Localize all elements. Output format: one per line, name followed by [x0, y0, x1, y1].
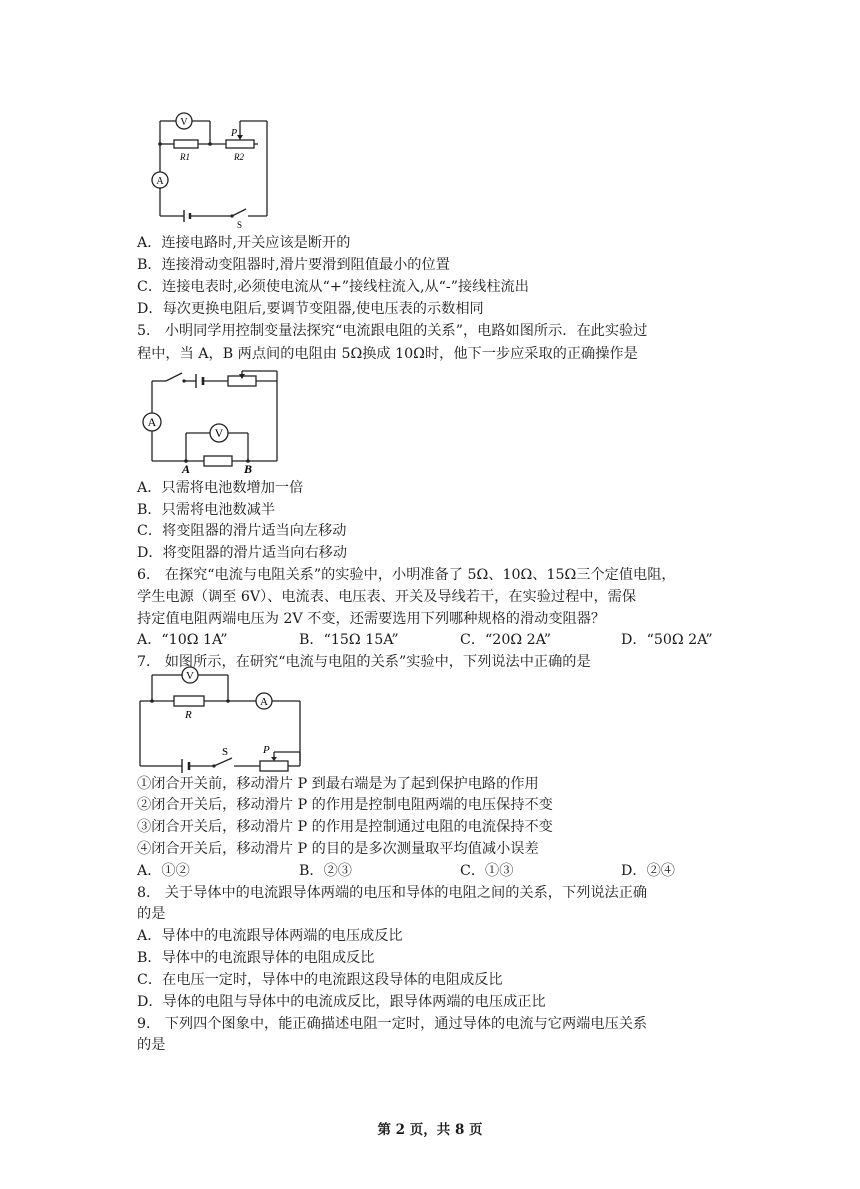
q4-ammeter-label: A: [156, 176, 164, 187]
q5-ammeter-label: A: [147, 415, 157, 429]
q7-resistor-label: R: [185, 709, 192, 721]
q4-voltmeter-label: V: [180, 117, 188, 128]
q5-option-b: B．只需将电池数减半: [137, 502, 276, 518]
q4-switch-label: S: [237, 220, 243, 228]
q4-option-d: D．每次更换电阻后,要调节变阻器,使电压表的示数相同: [137, 301, 484, 317]
q4-circuit-diagram: [150, 108, 280, 228]
q8-option-d: D．导体的电阻与导体中的电流成反比，跟导体两端的电压成正比: [137, 994, 546, 1010]
q8-stem-line-1: 8． 关于导体中的电流跟导体两端的电压和导体的电阻之间的关系，下列说法正确: [137, 885, 648, 901]
q8-option-a: A．导体中的电流跟导体两端的电压成反比: [137, 928, 403, 944]
q4-option-b: B．连接滑动变阻器时,滑片要滑到阻值最小的位置: [137, 257, 450, 273]
q5-option-c: C．将变阻器的滑片适当向左移动: [137, 523, 347, 539]
page-footer: 第 2 页，共 8 页: [377, 1122, 483, 1138]
q6-option-b: B．“15Ω 15A”: [299, 632, 399, 648]
q5-point-b-label: B: [244, 462, 253, 475]
q6-option-d: D．“50Ω 2A”: [621, 632, 713, 648]
q5-stem-line-2: 程中，当 A，B 两点间的电阻由 5Ω换成 10Ω时，他下一步应采取的正确操作是: [137, 346, 638, 362]
q9-stem-line-2: 的是: [137, 1037, 166, 1053]
q7-statement-1: ①闭合开关前，移动滑片 P 到最右端是为了起到保护电路的作用: [137, 776, 539, 792]
q6-stem-line-3: 持定值电阻两端电压为 2V 不变，还需要选用下列哪种规格的滑动变阻器？: [137, 611, 606, 627]
q4-option-a: A．连接电路时,开关应该是断开的: [137, 235, 351, 251]
q7-slider-label: P: [263, 744, 270, 756]
q7-statement-3: ③闭合开关后，移动滑片 P 的作用是控制通过电阻的电流保持不变: [137, 819, 553, 835]
q5-point-a-label: A: [182, 462, 191, 475]
q7-circuit-diagram: [138, 665, 308, 775]
q4-option-c: C．连接电表时,必须使电流从“+”接线柱流入,从“-”接线柱流出: [137, 279, 529, 295]
q7-ammeter-label: A: [260, 696, 268, 708]
q8-option-c: C．在电压一定时，导体中的电流跟这段导体的电阻成反比: [137, 972, 503, 988]
q6-stem-line-2: 学生电源（调至 6V）、电流表、电压表、开关及导线若干，在实验过程中，需保: [137, 589, 637, 605]
q7-option-a: A．①②: [137, 863, 190, 879]
q8-option-b: B．导体中的电流跟导体的电阻成反比: [137, 950, 375, 966]
q6-option-c: C．“20Ω 2A”: [460, 632, 552, 648]
q7-voltmeter-label: V: [186, 670, 194, 682]
q7-option-b: B．②③: [299, 863, 352, 879]
q5-stem-line-1: 5． 小明同学用控制变量法探究“电流跟电阻的关系”，电路如图所示．在此实验过: [137, 323, 648, 339]
q4-r1-label: R1: [180, 152, 190, 162]
q8-stem-line-2: 的是: [137, 906, 166, 922]
q4-slider-label: P: [231, 128, 238, 139]
q7-stem: 7． 如图所示，在研究“电流与电阻的关系”实验中，下列说法中正确的是: [137, 654, 591, 670]
q7-statement-2: ②闭合开关后，移动滑片 P 的作用是控制电阻两端的电压保持不变: [137, 797, 553, 813]
q9-stem-line-1: 9． 下列四个图象中，能正确描述电阻一定时，通过导体的电流与它两端电压关系: [137, 1016, 648, 1032]
q5-option-a: A．只需将电池数增加一倍: [137, 480, 304, 496]
q7-statement-4: ④闭合开关后，移动滑片 P 的目的是多次测量取平均值减小误差: [137, 841, 539, 857]
q4-r2-label: R2: [234, 152, 244, 162]
q7-switch-label: S: [222, 746, 229, 758]
q6-option-a: A．“10Ω 1A”: [137, 632, 228, 648]
q7-option-c: C．①③: [460, 863, 514, 879]
q6-stem-line-1: 6． 在探究“电流与电阻关系”的实验中，小明准备了 5Ω、10Ω、15Ω三个定值电阻，: [137, 567, 676, 583]
q7-option-d: D．②④: [621, 863, 675, 879]
q5-option-d: D．将变阻器的滑片适当向右移动: [137, 545, 348, 561]
q5-circuit-diagram: [136, 365, 286, 475]
q5-voltmeter-label: V: [214, 426, 224, 440]
